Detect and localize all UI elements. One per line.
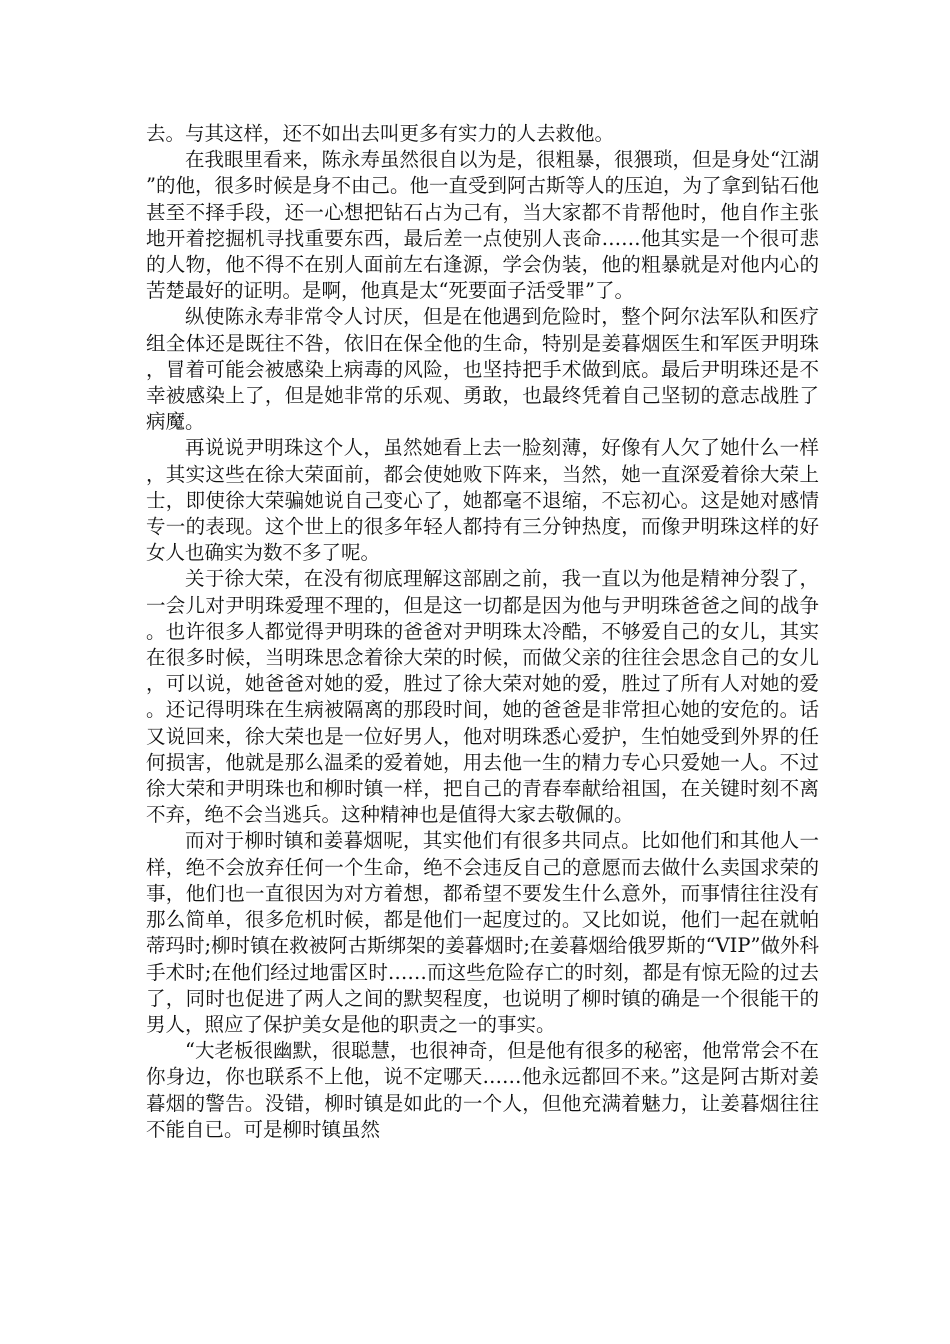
document-page — [146, 121, 819, 1143]
paragraph-continuation: 去。与其这样，还不如出去叫更多有实力的人去救他。 — [146, 122, 615, 145]
paragraph-yin-mingzhu: 再说说尹明珠这个人，虽然她看上去一脸刻薄，好像有人欠了她什么一样，其实这些在徐大荣面前，都会使她败下阵来，当然，她一直深爱着徐大荣上士，即使徐大荣骗她说自己变心了，她都毫不退缩，不忘初心。这是她对感情专一的表现。这个世上的很多年轻人都持有三分钟热度，而像尹明珠这样的好女人也确实为数不多了呢。 — [146, 436, 819, 565]
paragraph-big-boss-quote: “大老板很幽默，很聪慧，也很神奇，但是他有很多的秘密，他常常会不在你身边，你也联系不上他，说不定哪天……他永远都回不来。”这是阿古斯对姜暮烟的警告。没错，柳时镇是如此的一个人，但他充满着魅力，让姜暮烟往往不能自已。可是柳时镇虽然 — [146, 1039, 819, 1141]
paragraph-xu-darong: 关于徐大荣，在没有彻底理解这部剧之前，我一直以为他是精神分裂了，一会儿对尹明珠爱理不理的，但是这一切都是因为他与尹明珠爸爸之间的战争。也许很多人都觉得尹明珠的爸爸对尹明珠太冷酷，不够爱自己的女儿，其实在很多时候，当明珠思念着徐大荣的时候，而做父亲的往往会思念自己的女儿，可以说，她爸爸对她的爱，胜过了徐大荣对她的爱，胜过了所有人对她的爱。还记得明珠在生病被隔离的那段时间，她的爸爸是非常担心她的安危的。话又说回来，徐大荣也是一位好男人，他对明珠悉心爱护，生怕她受到外界的任何损害，他就是那么温柔的爱着她，用去他一生的精力专心只爱她一人。不过徐大荣和尹明珠也和柳时镇一样，把自己的青春奉献给祖国，在关键时刻不离不弃，绝不会当逃兵。这种精神也是值得大家去敬佩的。 — [146, 567, 819, 827]
paragraph-liu-shizhen-jiang-muyan: 而对于柳时镇和姜暮烟呢，其实他们有很多共同点。比如他们和其他人一样，绝不会放弃任何一个生命，绝不会违反自己的意愿而去做什么卖国求荣的事，他们也一直很因为对方着想，都希望不要发生什么意外，而事情往往没有那么简单，很多危机时候，都是他们一起度过的。又比如说，他们一起在就帕蒂玛时;柳时镇在救被阿古斯绑架的姜暮烟时;在姜暮烟给俄罗斯的“VIP”做外科手术时;在他们经过地雷区时……而这些危险存亡的时刻，都是有惊无险的过去了，同时也促进了两人之间的默契程度，也说明了柳时镇的确是一个很能干的男人，照应了保护美女是他的职责之一的事实。 — [146, 829, 819, 1036]
paragraph-chen-yongshou: 在我眼里看来，陈永寿虽然很自以为是，很粗暴，很猥琐，但是身处“江湖”的他，很多时候是身不由己。他一直受到阿古斯等人的压迫，为了拿到钻石他甚至不择手段，还一心想把钻石占为己有，当大家都不肯帮他时，他自作主张地开着挖掘机寻找重要东西，最后差一点使别人丧命……他其实是一个很可悲的人物，他不得不在别人面前左右逢源，学会伪装，他的粗暴就是对他内心的苦楚最好的证明。是啊，他真是太“死要面子活受罪”了。 — [146, 148, 819, 303]
paragraph-rescue: 纵使陈永寿非常令人讨厌，但是在他遇到危险时，整个阿尔法军队和医疗组全体还是既往不咎，依旧在保全他的生命，特别是姜暮烟医生和军医尹明珠，冒着可能会被感染上病毒的风险，也坚持把手术做到底。最后尹明珠还是不幸被感染上了，但是她非常的乐观、勇敢，也最终凭着自己坚韧的意志战胜了病魔。 — [146, 305, 819, 434]
